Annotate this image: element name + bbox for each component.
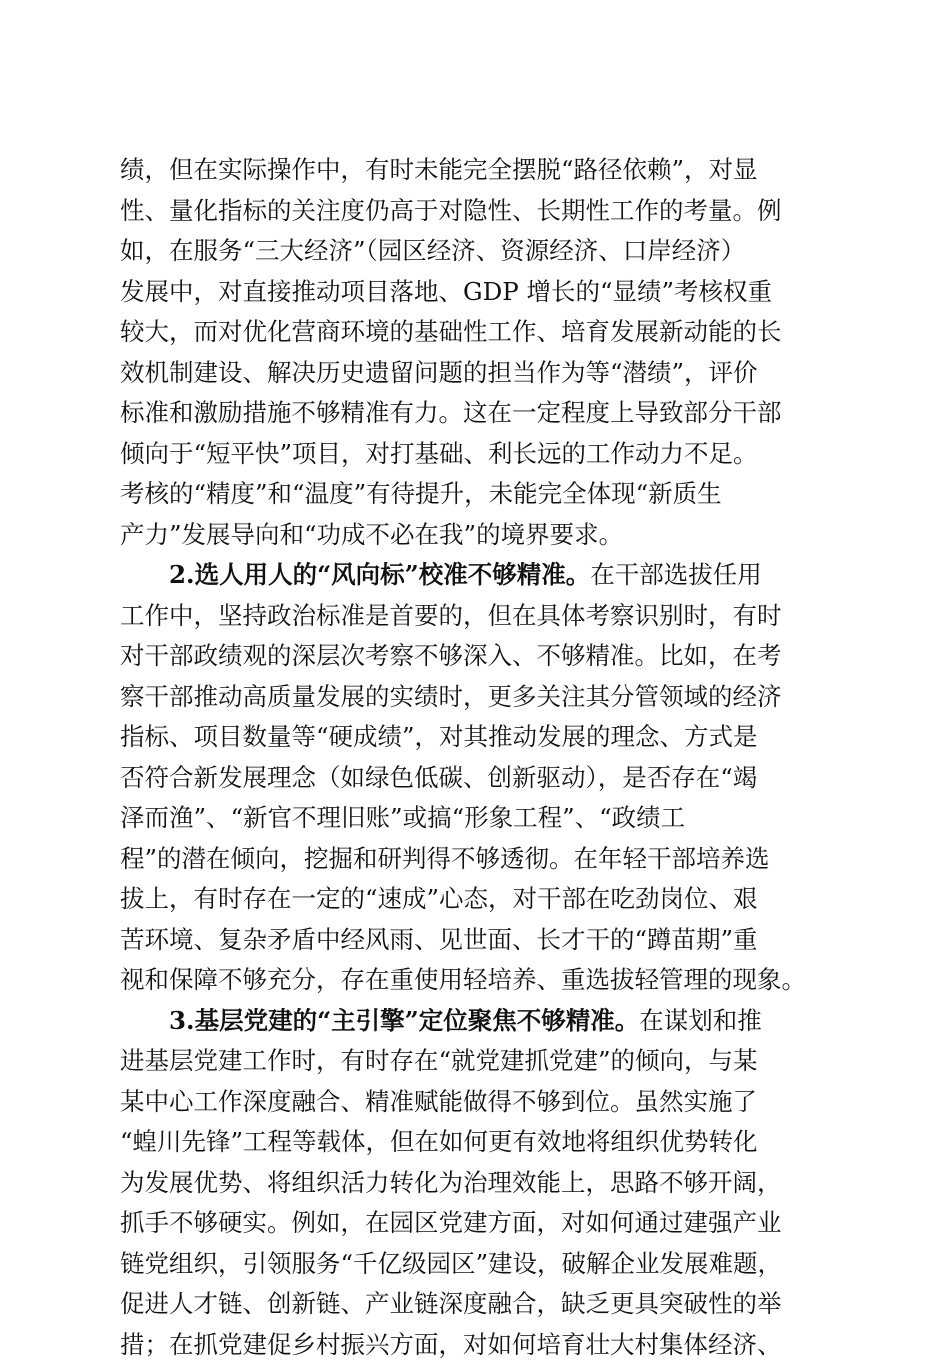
paragraph-3-line: 抓手不够硬实。例如，在园区党建方面，对如何通过建强产业 — [120, 1203, 832, 1244]
paragraph-2-line: 对干部政绩观的深层次考察不够深入、不够精准。比如，在考 — [120, 636, 832, 677]
paragraph-1-line: 产力”发展导向和“功成不必在我”的境界要求。 — [120, 515, 832, 556]
paragraph-2-line: 否符合新发展理念（如绿色低碳、创新驱动），是否存在“竭 — [120, 758, 832, 799]
document-body — [120, 150, 832, 1365]
paragraph-3-line: 某中心工作深度融合、精准赋能做得不够到位。虽然实施了 — [120, 1082, 832, 1123]
paragraph-3-first-line-text: 在谋划和推 — [639, 1006, 762, 1035]
paragraph-2-line: 指标、项目数量等“硬成绩”，对其推动发展的理念、方式是 — [120, 717, 832, 758]
paragraph-3-line: 为发展优势、将组织活力转化为治理效能上，思路不够开阔， — [120, 1163, 832, 1204]
paragraph-3-line: 措；在抓党建促乡村振兴方面，对如何培育壮大村集体经济、 — [120, 1325, 832, 1365]
paragraph-2-line: 泽而渔”、“新官不理旧账”或搞“形象工程”、“政绩工 — [120, 798, 832, 839]
paragraph-1-line: 效机制建设、解决历史遗留问题的担当作为等“潜绩”，评价 — [120, 353, 832, 394]
paragraph-2-line: 工作中，坚持政治标准是首要的，但在具体考察识别时，有时 — [120, 596, 832, 637]
paragraph-1-line: 考核的“精度”和“温度”有待提升，未能完全体现“新质生 — [120, 474, 832, 515]
paragraph-2-line: 程”的潜在倾向，挖掘和研判得不够透彻。在年轻干部培养选 — [120, 839, 832, 880]
paragraph-1-line: 标准和激励措施不够精准有力。这在一定程度上导致部分干部 — [120, 393, 832, 434]
paragraph-3-first-line — [120, 1001, 832, 1042]
paragraph-2-line: 苦环境、复杂矛盾中经风雨、见世面、长才干的“蹲苗期”重 — [120, 920, 832, 961]
paragraph-1-line: 较大，而对优化营商环境的基础性工作、培育发展新动能的长 — [120, 312, 832, 353]
paragraph-2-first-line-text: 在干部选拔任用 — [590, 560, 762, 589]
paragraph-1-line: 发展中，对直接推动项目落地、GDP 增长的“显绩”考核权重 — [120, 272, 832, 313]
paragraph-3-line: 链党组织，引领服务“千亿级园区”建设，破解企业发展难题， — [120, 1244, 832, 1285]
paragraph-3-line: 进基层党建工作时，有时存在“就党建抓党建”的倾向，与某 — [120, 1041, 832, 1082]
paragraph-2-heading: 2.选人用人的“风向标”校准不够精准。 — [169, 560, 590, 589]
paragraph-2-line: 视和保障不够充分，存在重使用轻培养、重选拔轻管理的现象。 — [120, 960, 832, 1001]
paragraph-3-line: 促进人才链、创新链、产业链深度融合，缺乏更具突破性的举 — [120, 1284, 832, 1325]
paragraph-2-first-line — [120, 555, 832, 596]
paragraph-1-line: 性、量化指标的关注度仍高于对隐性、长期性工作的考量。例 — [120, 191, 832, 232]
paragraph-3-line: “蝗川先锋”工程等载体，但在如何更有效地将组织优势转化 — [120, 1122, 832, 1163]
paragraph-3-heading: 3.基层党建的“主引擎”定位聚焦不够精准。 — [169, 1006, 639, 1035]
paragraph-1-line: 绩，但在实际操作中，有时未能完全摆脱“路径依赖”，对显 — [120, 150, 832, 191]
paragraph-2-line: 察干部推动高质量发展的实绩时，更多关注其分管领域的经济 — [120, 677, 832, 718]
paragraph-1-line: 如，在服务“三大经济”（园区经济、资源经济、口岸经济） — [120, 231, 832, 272]
paragraph-2-line: 拔上，有时存在一定的“速成”心态，对干部在吃劲岗位、艰 — [120, 879, 832, 920]
paragraph-1-line: 倾向于“短平快”项目，对打基础、利长远的工作动力不足。 — [120, 434, 832, 475]
